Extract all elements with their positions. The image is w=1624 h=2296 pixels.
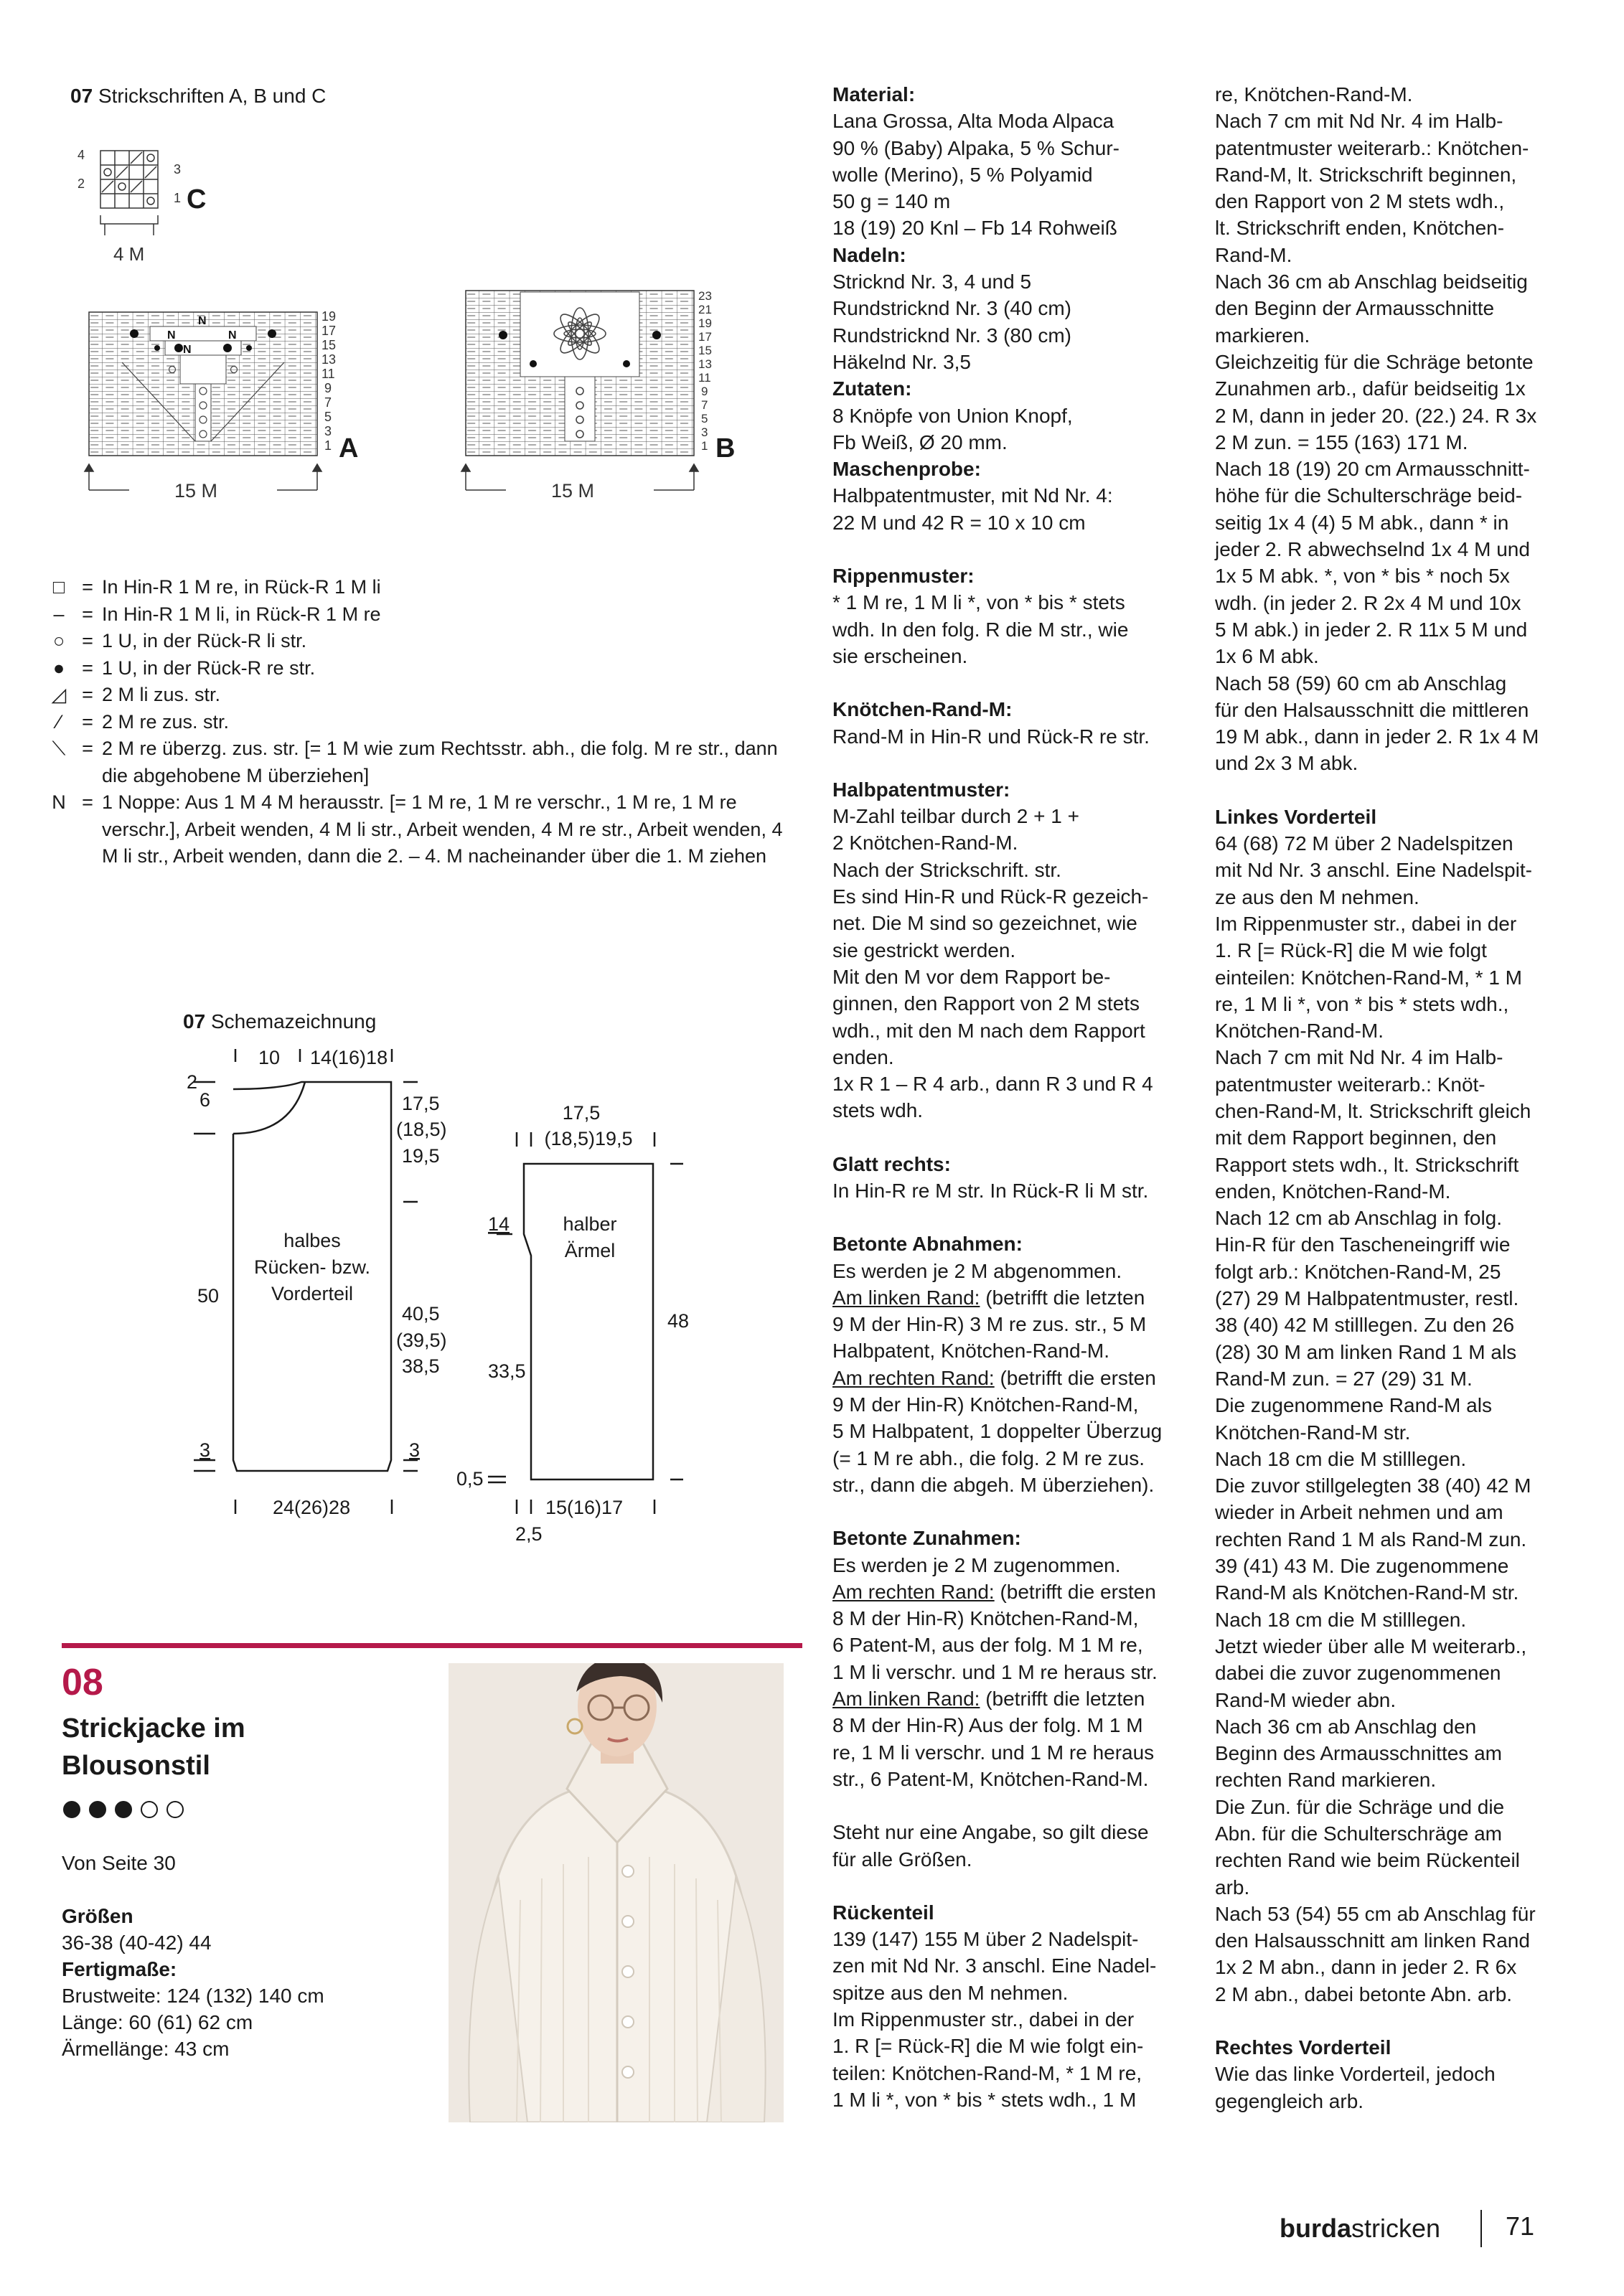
chart-label: C xyxy=(187,184,207,215)
svg-text:10: 10 xyxy=(258,1047,281,1068)
legend-text: 2 M li zus. str. xyxy=(102,684,221,705)
legend-equals: = xyxy=(82,630,93,651)
section-heading: Glatt rechts: xyxy=(832,1152,951,1175)
spacer xyxy=(832,750,1191,776)
section-heading: Nadeln: xyxy=(832,243,906,266)
text-line: höhe für die Schulterschräge beid- xyxy=(1215,484,1523,507)
text-line: 18 (19) 20 Knl – Fb 14 Rohweiß xyxy=(832,217,1117,240)
text-line: 38 (40) 42 M stilllegen. Zu den 26 xyxy=(1215,1314,1515,1337)
svg-text:N: N xyxy=(228,329,237,342)
text-line: 2 M, dann in jeder 20. (22.) 24. R 3x xyxy=(1215,404,1537,427)
difficulty-dot xyxy=(166,1801,184,1818)
text-line: für alle Größen. xyxy=(832,1848,972,1871)
text-line: rechten Rand wie beim Rückenteil xyxy=(1215,1849,1520,1872)
svg-text:halber: halber xyxy=(563,1213,617,1235)
legend-equals: = xyxy=(82,684,93,705)
text-line: Nach 7 cm mit Nd Nr. 4 im Halb- xyxy=(1215,110,1503,133)
text-line: re, Knötchen-Rand-M. xyxy=(1215,83,1413,105)
svg-text:19,5: 19,5 xyxy=(402,1145,440,1167)
svg-text:halbes: halbes xyxy=(283,1230,341,1251)
text-line: Nach 36 cm ab Anschlag den xyxy=(1215,1715,1477,1738)
text-line: 8 Knöpfe von Union Knopf, xyxy=(832,404,1073,427)
svg-text:0,5: 0,5 xyxy=(456,1468,484,1490)
text-line: den Rapport von 2 M stets wdh., xyxy=(1215,190,1505,213)
svg-text:11: 11 xyxy=(698,371,711,385)
text-line: Fb Weiß, Ø 20 mm. xyxy=(832,430,1008,453)
legend-symbol: N xyxy=(52,791,66,813)
svg-text:17,5: 17,5 xyxy=(562,1102,601,1124)
text-line: Rundstricknd Nr. 3 (80 cm) xyxy=(832,324,1071,347)
svg-text:5: 5 xyxy=(701,412,708,425)
svg-text:15 M: 15 M xyxy=(551,480,595,502)
text-line: Nach 12 cm ab Anschlag in folg. xyxy=(1215,1207,1503,1230)
legend-equals: = xyxy=(82,710,93,733)
text-line: 22 M und 42 R = 10 x 10 cm xyxy=(832,511,1086,534)
text-line: Die Zun. für die Schräge und die xyxy=(1215,1795,1505,1818)
section-heading: Rechtes Vorderteil xyxy=(1215,2036,1391,2059)
text-line: 1 M li *, von * bis * stets wdh., 1 M xyxy=(832,2088,1137,2111)
underlined-label: Am linken Rand: xyxy=(832,1286,980,1309)
legend-item xyxy=(44,601,791,629)
difficulty-dot xyxy=(89,1801,106,1818)
text-line: Im Rippenmuster str., dabei in der xyxy=(1215,912,1517,935)
text-line: 1x 5 M abk. *, von * bis * noch 5x xyxy=(1215,565,1510,588)
section-heading: Maschenprobe: xyxy=(832,458,981,481)
row-label: 2 xyxy=(78,177,85,191)
text-line: Die zuvor stillgelegten 38 (40) 42 M xyxy=(1215,1474,1531,1497)
fig-caption: Strickschriften A, B und C xyxy=(98,85,327,107)
svg-text:A: A xyxy=(339,433,359,464)
text-line: ginnen, den Rapport von 2 M stets xyxy=(832,992,1140,1015)
text-line: den Beginn der Armausschnitte xyxy=(1215,297,1495,320)
text-line: 9 M der Hin-R) 3 M re zus. str., 5 M xyxy=(832,1313,1147,1336)
legend-text: In Hin-R 1 M re, in Rück-R 1 M li xyxy=(102,576,381,598)
section-number: 08 xyxy=(62,1662,103,1703)
difficulty-dot xyxy=(115,1801,132,1818)
text-line: stets wdh. xyxy=(832,1099,924,1122)
text-line: patentmuster weiterarb.: Knötchen- xyxy=(1215,136,1529,159)
section-heading: Zutaten: xyxy=(832,377,912,400)
text-line: Rand-M als Knötchen-Rand-M str. xyxy=(1215,1581,1519,1604)
text-line: chen-Rand-M, lt. Strickschrift gleich xyxy=(1215,1099,1531,1122)
from-page: Von Seite 30 xyxy=(62,1852,176,1874)
svg-text:33,5: 33,5 xyxy=(488,1360,526,1382)
svg-text:N: N xyxy=(198,315,207,327)
spacer xyxy=(832,1204,1191,1231)
legend-text: 2 M re überzg. zus. str. [= 1 M wie zum Rechtsstr. abh., die folg. M re str., dann die abgehobene M überziehen] xyxy=(102,738,778,786)
legend-equals: = xyxy=(82,738,93,759)
text-line: Gleichzeitig für die Schräge betonte xyxy=(1215,350,1534,373)
text-line: wdh., mit den M nach dem Rapport xyxy=(832,1019,1145,1042)
text-line: Rand-M in Hin-R und Rück-R re str. xyxy=(832,725,1150,748)
svg-text:(18,5)19,5: (18,5)19,5 xyxy=(544,1128,633,1149)
underlined-label: Am rechten Rand: xyxy=(832,1580,995,1603)
text-line: mit dem Rapport beginnen, den xyxy=(1215,1126,1497,1149)
legend-symbol: ◿ xyxy=(51,684,67,705)
legend-text: 1 U, in der Rück-R li str. xyxy=(102,630,307,651)
legend-symbol: ⟍ xyxy=(52,738,66,759)
text-line: den Halsausschnitt am linken Rand xyxy=(1215,1929,1530,1952)
text-line: sie erscheinen. xyxy=(832,644,968,667)
text-line: wdh. (in jeder 2. R 2x 4 M und 10x xyxy=(1215,591,1521,614)
text-line: M-Zahl teilbar durch 2 + 1 + xyxy=(832,805,1079,828)
svg-text:1: 1 xyxy=(324,438,332,453)
section-heading: Rückenteil xyxy=(832,1901,934,1924)
fig-number: 07 xyxy=(70,85,93,107)
page-number: 71 xyxy=(1506,2211,1535,2241)
legend-symbol: ○ xyxy=(52,630,65,651)
underlined-label: Am linken Rand: xyxy=(832,1688,980,1711)
row-label: 1 xyxy=(174,191,182,205)
text-line: 2 M abn., dabei betonte Abn. arb. xyxy=(1215,1982,1513,2005)
chart-a xyxy=(72,305,373,513)
text-line: jeder 2. R abwechselnd 1x 4 M und xyxy=(1215,538,1530,561)
spacer xyxy=(832,1873,1191,1899)
legend-symbol: ⁄ xyxy=(57,710,61,733)
legend-text: 2 M re zus. str. xyxy=(102,710,230,733)
text-line: Jetzt wieder über alle M weiterarb., xyxy=(1215,1634,1527,1657)
svg-text:Rücken- bzw.: Rücken- bzw. xyxy=(253,1256,371,1278)
text-line: 1. R [= Rück-R] die M wie folgt ein- xyxy=(832,2035,1144,2058)
text-line: Rand-M, lt. Strickschrift beginnen, xyxy=(1215,163,1517,186)
svg-text:19: 19 xyxy=(698,316,712,330)
text-line: 8 M der Hin-R) Knötchen-Rand-M, xyxy=(832,1607,1139,1630)
svg-text:5: 5 xyxy=(324,410,332,424)
spacer xyxy=(1215,2008,1588,2034)
text-line: Rand-M. xyxy=(1215,243,1292,266)
text-line: Wie das linke Vorderteil, jedoch xyxy=(1215,2063,1496,2086)
text-line: enden, Knötchen-Rand-M. xyxy=(1215,1180,1451,1203)
text-line: 50 g = 140 m xyxy=(832,190,951,213)
text-line: Stricknd Nr. 3, 4 und 5 xyxy=(832,270,1032,293)
svg-text:Vorderteil: Vorderteil xyxy=(271,1283,354,1304)
text-line: Knötchen-Rand-M. xyxy=(1215,1020,1384,1043)
text-line: Nach 18 cm die M stilllegen. xyxy=(1215,1447,1467,1470)
chart-b xyxy=(449,283,764,513)
svg-text:14: 14 xyxy=(488,1213,510,1235)
svg-text:(18,5): (18,5) xyxy=(396,1119,447,1140)
symbol-legend xyxy=(44,574,791,870)
svg-text:N: N xyxy=(183,344,192,356)
svg-text:3: 3 xyxy=(200,1439,211,1461)
section-heading: Betonte Zunahmen: xyxy=(832,1527,1021,1550)
svg-text:3: 3 xyxy=(701,425,708,439)
text-line: Die zugenommene Rand-M als xyxy=(1215,1394,1492,1417)
legend-text: 1 U, in der Rück-R re str. xyxy=(102,657,316,679)
text-line xyxy=(832,1365,1191,1391)
svg-text:9: 9 xyxy=(324,381,332,395)
text-line: markieren. xyxy=(1215,324,1310,347)
svg-text:B: B xyxy=(715,433,736,464)
spacer xyxy=(832,669,1191,696)
text-line: für den Halsausschnitt die mittleren xyxy=(1215,698,1529,721)
svg-text:17: 17 xyxy=(321,324,337,338)
text-line: Nach 58 (59) 60 cm ab Anschlag xyxy=(1215,672,1507,695)
legend-symbol: – xyxy=(53,603,65,625)
text-line: (28) 30 M am linken Rand 1 M als xyxy=(1215,1340,1517,1363)
svg-text:9: 9 xyxy=(701,385,708,398)
svg-text:17,5: 17,5 xyxy=(402,1093,440,1114)
text-line: Häkelnd Nr. 3,5 xyxy=(832,350,971,373)
text-line: Abn. für die Schulterschräge am xyxy=(1215,1822,1502,1845)
svg-text:15: 15 xyxy=(321,338,337,352)
svg-text:15: 15 xyxy=(698,344,712,357)
text-line xyxy=(832,1685,1191,1712)
svg-text:23: 23 xyxy=(698,289,712,303)
section-heading: Betonte Abnahmen: xyxy=(832,1233,1023,1256)
text-line: Steht nur eine Angabe, so gilt diese xyxy=(832,1821,1149,1844)
legend-item xyxy=(44,735,791,789)
svg-text:3: 3 xyxy=(324,424,332,438)
text-line: 64 (68) 72 M über 2 Nadelspitzen xyxy=(1215,832,1513,855)
legend-item xyxy=(44,709,791,736)
legend-item xyxy=(44,574,791,601)
text-column-2 xyxy=(1215,81,1588,2114)
text-line: und 2x 3 M abk. xyxy=(1215,752,1358,775)
schema-title: 07 Schemazeichnung xyxy=(183,1010,377,1032)
text-line: Es werden je 2 M zugenommen. xyxy=(832,1553,1121,1576)
text-line: 1x 6 M abk. xyxy=(1215,645,1319,668)
text-line: Knötchen-Rand-M str. xyxy=(1215,1421,1411,1444)
section-divider xyxy=(62,1643,802,1648)
difficulty-dot xyxy=(63,1801,80,1818)
text-line: 1 M li verschr. und 1 M re heraus str. xyxy=(832,1660,1158,1683)
spacer xyxy=(832,1792,1191,1819)
text-line: Nach 7 cm mit Nd Nr. 4 im Halb- xyxy=(1215,1046,1503,1069)
text-line: wieder in Arbeit nehmen und am xyxy=(1215,1501,1503,1524)
text-line: einteilen: Knötchen-Rand-M, * 1 M xyxy=(1215,966,1522,989)
spacer xyxy=(832,1124,1191,1151)
text-line: Halbpatentmuster, mit Nd Nr. 4: xyxy=(832,484,1113,507)
footer-divider xyxy=(1480,2210,1482,2247)
section-heading: Knötchen-Rand-M: xyxy=(832,698,1013,721)
schema-drawing xyxy=(172,1040,718,1546)
text-line: Halbpatent, Knötchen-Rand-M. xyxy=(832,1340,1109,1363)
svg-text:2,5: 2,5 xyxy=(515,1523,543,1543)
text-line: rechten Rand 1 M als Rand-M zun. xyxy=(1215,1528,1527,1551)
text-line: 2 M zun. = 155 (163) 171 M. xyxy=(1215,430,1468,453)
text-line: Mit den M vor dem Rapport be- xyxy=(832,965,1111,988)
svg-text:2: 2 xyxy=(187,1071,198,1093)
text-line: 139 (147) 155 M über 2 Nadelspit- xyxy=(832,1928,1139,1951)
svg-text:48: 48 xyxy=(667,1310,690,1332)
svg-text:N: N xyxy=(167,329,176,342)
text-line: arb. xyxy=(1215,1876,1250,1899)
svg-text:Ärmel: Ärmel xyxy=(564,1240,616,1261)
text-line: seitig 1x 4 (4) 5 M abk., dann * in xyxy=(1215,511,1509,534)
section-heading: Halbpatentmuster: xyxy=(832,778,1010,801)
svg-text:13: 13 xyxy=(698,357,712,371)
row-label: 3 xyxy=(174,162,182,177)
text-line: 6 Patent-M, aus der folg. M 1 M re, xyxy=(832,1634,1143,1657)
svg-text:(39,5): (39,5) xyxy=(396,1330,447,1351)
section-heading: Rippenmuster: xyxy=(832,565,975,588)
difficulty-dot xyxy=(141,1801,158,1818)
text-line: In Hin-R re M str. In Rück-R li M str. xyxy=(832,1179,1149,1202)
spacer xyxy=(832,536,1191,563)
svg-text:17: 17 xyxy=(698,330,712,344)
text-line: Beginn des Armausschnittes am xyxy=(1215,1742,1502,1765)
text-rest: (betrifft die ersten xyxy=(994,1580,1156,1603)
text-line: re, 1 M li *, von * bis * stets wdh., xyxy=(1215,992,1509,1015)
text-line xyxy=(832,1284,1191,1311)
text-line: wolle (Merino), 5 % Polyamid xyxy=(832,163,1093,186)
difficulty-rating xyxy=(63,1801,192,1822)
text-line: str., 6 Patent-M, Knötchen-Rand-M. xyxy=(832,1767,1149,1790)
text-line: wdh. In den folg. R die M str., wie xyxy=(832,618,1129,641)
section-heading: Linkes Vorderteil xyxy=(1215,805,1377,828)
svg-text:7: 7 xyxy=(324,395,332,410)
svg-text:50: 50 xyxy=(197,1285,220,1307)
text-line: 1. R [= Rück-R] die M wie folgt xyxy=(1215,939,1487,962)
svg-text:38,5: 38,5 xyxy=(402,1355,440,1377)
text-line: Nach 18 (19) 20 cm Armausschnitt- xyxy=(1215,458,1530,481)
text-rest: (betrifft die letzten xyxy=(980,1688,1145,1711)
text-line: Nach 18 cm die M stilllegen. xyxy=(1215,1608,1467,1631)
svg-text:40,5: 40,5 xyxy=(402,1303,440,1325)
text-line xyxy=(832,1578,1191,1605)
underlined-label: Am rechten Rand: xyxy=(832,1366,995,1389)
svg-text:19: 19 xyxy=(321,309,337,324)
legend-symbol: □ xyxy=(52,576,65,598)
svg-text:1: 1 xyxy=(701,439,708,453)
text-line: Nach 36 cm ab Anschlag beidseitig xyxy=(1215,270,1528,293)
text-line: Im Rippenmuster str., dabei in der xyxy=(832,2008,1135,2031)
section-title: Strickjacke im Blousonstil xyxy=(62,1713,245,1781)
fig07-title xyxy=(70,85,326,108)
svg-text:13: 13 xyxy=(321,352,337,367)
svg-text:15(16)17: 15(16)17 xyxy=(545,1497,624,1518)
text-line: Zunahmen arb., dafür beidseitig 1x xyxy=(1215,377,1526,400)
text-rest: (betrifft die ersten xyxy=(994,1366,1156,1389)
text-line: 39 (41) 43 M. Die zugenommene xyxy=(1215,1555,1509,1578)
text-rest: (betrifft die letzten xyxy=(980,1286,1145,1309)
text-line: 1x R 1 – R 4 arb., dann R 3 und R 4 xyxy=(832,1073,1153,1096)
section-info: Von Seite 30 Größen 36-38 (40-42) 44 Fertigmaße: Brustweite: 124 (132) 140 cm Länge: 60 (61) 62 cm Ärmellänge: 43 cm xyxy=(62,1850,324,2062)
width-label: 4 M xyxy=(113,243,145,265)
text-line: (27) 29 M Halbpatentmuster, restl. xyxy=(1215,1287,1519,1310)
model-photo xyxy=(449,1663,784,2122)
legend-equals: = xyxy=(82,576,93,598)
text-line: gegengleich arb. xyxy=(1215,2089,1364,2112)
text-line: Nach der Strickschrift. str. xyxy=(832,858,1061,881)
text-line: 2 Knötchen-Rand-M. xyxy=(832,832,1018,855)
svg-text:14(16)18: 14(16)18 xyxy=(310,1047,388,1068)
text-line: dabei die zuvor zugenommenen xyxy=(1215,1662,1501,1685)
svg-text:15 M: 15 M xyxy=(174,480,218,502)
spacer xyxy=(832,1498,1191,1525)
text-line: Hin-R für den Tascheneingriff wie xyxy=(1215,1233,1511,1256)
legend-equals: = xyxy=(82,603,93,625)
spacer xyxy=(1215,777,1588,804)
text-line: teilen: Knötchen-Rand-M, * 1 M re, xyxy=(832,2061,1142,2084)
text-line: spitze aus den M nehmen. xyxy=(832,1981,1069,2004)
text-line: str., dann die abgeh. M überziehen). xyxy=(832,1473,1155,1496)
legend-equals: = xyxy=(82,791,93,813)
legend-item xyxy=(44,789,791,870)
text-column-1 xyxy=(832,81,1191,2113)
row-label: 4 xyxy=(78,148,85,162)
text-line: Es sind Hin-R und Rück-R gezeich- xyxy=(832,885,1149,908)
text-line: Rand-M zun. = 27 (29) 31 M. xyxy=(1215,1367,1473,1390)
text-line: * 1 M re, 1 M li *, von * bis * stets xyxy=(832,591,1125,614)
text-line: 5 M abk.) in jeder 2. R 11x 5 M und xyxy=(1215,618,1528,641)
text-line: enden. xyxy=(832,1045,894,1068)
legend-item xyxy=(44,628,791,655)
legend-symbol: ● xyxy=(52,657,65,679)
text-line: folgt arb.: Knötchen-Rand-M, 25 xyxy=(1215,1260,1501,1283)
text-line: Es werden je 2 M abgenommen. xyxy=(832,1259,1122,1282)
svg-text:7: 7 xyxy=(701,398,708,412)
legend-text: 1 Noppe: Aus 1 M 4 M herausstr. [= 1 M re, 1 M re verschr., 1 M re, 1 M re verschr.], Arbeit wenden, 4 M li str., Arbeit wenden, 4 M re str., Arbeit wenden, 4 M li str., Arbeit wenden, dann die 2. – 4. M nacheinander über die 1. M ziehen xyxy=(102,791,783,867)
text-line: 9 M der Hin-R) Knötchen-Rand-M, xyxy=(832,1393,1139,1416)
text-line: 90 % (Baby) Alpaka, 5 % Schur- xyxy=(832,136,1120,159)
chart-c xyxy=(72,144,230,269)
text-line: lt. Strickschrift enden, Knötchen- xyxy=(1215,217,1505,240)
svg-text:6: 6 xyxy=(200,1089,211,1111)
text-line: re, 1 M li verschr. und 1 M re heraus xyxy=(832,1741,1155,1764)
section-heading: Material: xyxy=(832,83,916,105)
legend-item xyxy=(44,682,791,709)
svg-text:21: 21 xyxy=(698,303,712,316)
legend-item xyxy=(44,655,791,682)
text-line: patentmuster weiterarb.: Knöt- xyxy=(1215,1073,1485,1096)
text-line: Nach 53 (54) 55 cm ab Anschlag für xyxy=(1215,1902,1536,1925)
text-line: Rundstricknd Nr. 3 (40 cm) xyxy=(832,297,1071,320)
text-line: net. Die M sind so gezeichnet, wie xyxy=(832,912,1137,935)
legend-equals: = xyxy=(82,657,93,679)
text-line: 8 M der Hin-R) Aus der folg. M 1 M xyxy=(832,1714,1143,1737)
text-line: Rapport stets wdh., lt. Strickschrift xyxy=(1215,1153,1519,1176)
text-line: sie gestrickt werden. xyxy=(832,938,1016,961)
svg-text:3: 3 xyxy=(409,1439,421,1461)
text-line: Lana Grossa, Alta Moda Alpaca xyxy=(832,110,1114,133)
text-line: mit Nd Nr. 3 anschl. Eine Nadelspit- xyxy=(1215,859,1532,882)
text-line: 1x 2 M abn., dann in jeder 2. R 6x xyxy=(1215,1956,1517,1979)
text-line: 5 M Halbpatent, 1 doppelter Überzug xyxy=(832,1420,1163,1443)
legend-text: In Hin-R 1 M li, in Rück-R 1 M re xyxy=(102,603,381,625)
text-line: rechten Rand markieren. xyxy=(1215,1769,1437,1792)
text-line: Rand-M wieder abn. xyxy=(1215,1688,1397,1711)
text-line: zen mit Nd Nr. 3 anschl. Eine Nadel- xyxy=(832,1954,1157,1977)
text-line: (= 1 M re abh., die folg. 2 M re zus. xyxy=(832,1446,1145,1469)
magazine-brand: burdastricken xyxy=(1280,2213,1441,2243)
svg-text:11: 11 xyxy=(321,367,335,381)
text-line: ze aus den M nehmen. xyxy=(1215,885,1419,908)
text-line: 19 M abk., dann in jeder 2. R 1x 4 M xyxy=(1215,725,1539,748)
svg-text:24(26)28: 24(26)28 xyxy=(273,1497,351,1518)
